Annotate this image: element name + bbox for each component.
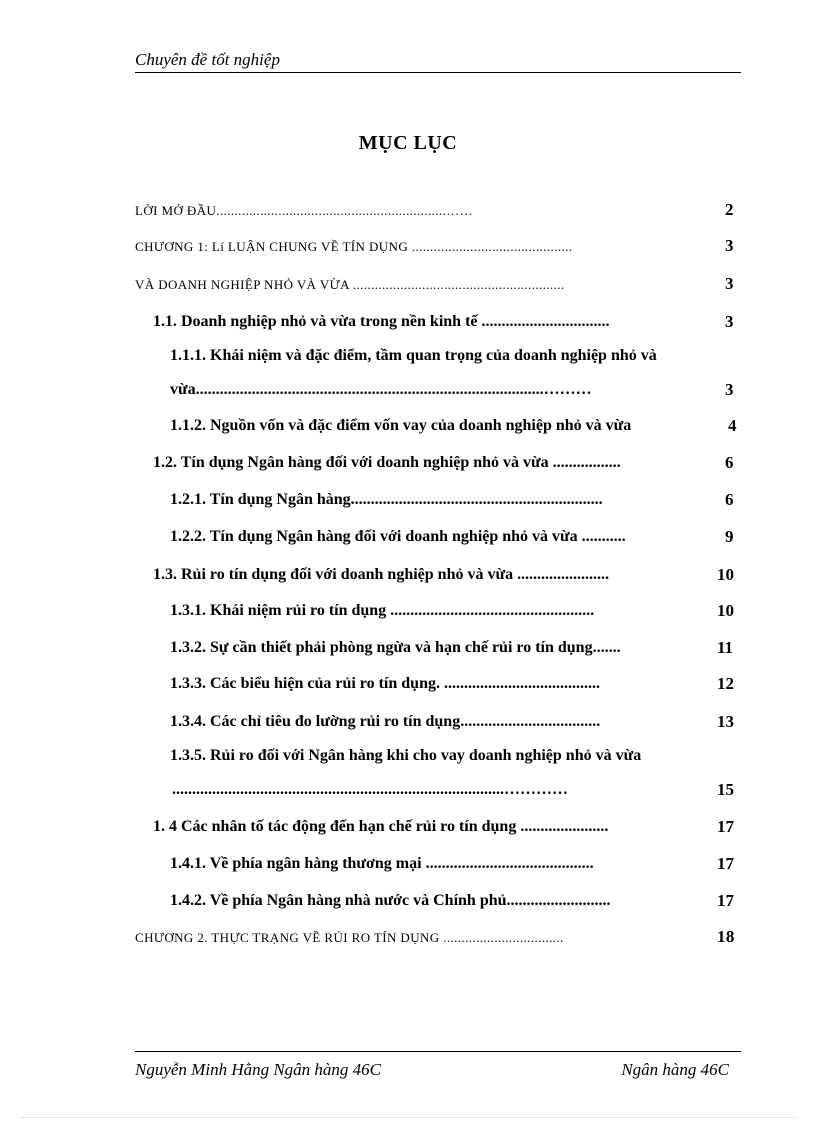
header-text: Chuyên đề tốt nghiệp bbox=[135, 50, 280, 69]
toc-entry-text: VÀ DOANH NGHIỆP NHỎ VÀ VỪA .......................................................... bbox=[135, 277, 565, 292]
toc-entry-text: 1.3.1. Khái niệm rủi ro tín dụng ................................................... bbox=[170, 602, 595, 619]
footer-department: Ngân hàng 46C bbox=[621, 1060, 729, 1079]
toc-entry-1-2[interactable] bbox=[153, 453, 734, 473]
toc-page-number: 4 bbox=[728, 416, 737, 435]
toc-page-number: 9 bbox=[725, 527, 734, 546]
toc-page-number: 17 bbox=[717, 854, 734, 873]
toc-entry-1-4-2[interactable] bbox=[170, 891, 734, 911]
page-footer bbox=[135, 1051, 741, 1079]
toc-entry-1-3[interactable] bbox=[153, 565, 734, 585]
toc-page-number: 6 bbox=[725, 453, 734, 472]
toc-entry-text: 1. 4 Các nhân tố tác động đến hạn chế rủi ro tín dụng ...................... bbox=[153, 818, 609, 835]
toc-entry-text: 1.1.1. Khái niệm và đặc điểm, tầm quan trọng của doanh nghiệp nhỏ và bbox=[170, 347, 657, 364]
toc-page-number: 11 bbox=[717, 638, 734, 657]
toc-entry-1-3-4[interactable] bbox=[170, 712, 734, 732]
toc-entry-1-2-2[interactable] bbox=[170, 527, 734, 547]
toc-entry-text: 1.4.2. Về phía Ngân hàng nhà nước và Chính phủ.......................... bbox=[170, 892, 611, 909]
toc-entry-text: 1.2.2. Tín dụng Ngân hàng đối với doanh nghiệp nhỏ và vừa ........... bbox=[170, 528, 626, 545]
toc-entry-text: 1.1.2. Nguồn vốn và đặc điểm vốn vay của doanh nghiệp nhỏ và vừa bbox=[170, 417, 632, 434]
toc-entry-text: vừa.......................................................................................……… bbox=[170, 381, 592, 398]
toc-entry-1-3-1[interactable] bbox=[170, 601, 734, 621]
toc-entry-text: 1.2. Tín dụng Ngân hàng đối với doanh nghiệp nhỏ và vừa ................. bbox=[153, 454, 621, 471]
toc-entry-chuong-2[interactable] bbox=[135, 927, 735, 948]
toc-page-number: 17 bbox=[717, 891, 734, 910]
toc-entry-text: CHƯƠNG 1: Lí LUẬN CHUNG VỀ TÍN DỤNG ............................................ bbox=[135, 239, 573, 254]
toc-entry-1-3-5[interactable] bbox=[170, 746, 641, 766]
toc-entry-1-4-1[interactable] bbox=[170, 854, 734, 874]
toc-entry-text: 1.3.3. Các biểu hiện của rủi ro tín dụng. ....................................... bbox=[170, 675, 600, 692]
toc-page-number: 3 bbox=[725, 312, 734, 331]
toc-entry-text: 1.1. Doanh nghiệp nhỏ và vừa trong nền kinh tế ................................ bbox=[153, 313, 610, 330]
toc-entry-1-1-2[interactable] bbox=[170, 416, 737, 436]
toc-entry-1-1-1-cont[interactable] bbox=[170, 380, 734, 400]
toc-page-number: 6 bbox=[725, 490, 734, 509]
toc-page-number: 2 bbox=[725, 200, 734, 219]
toc-page-number: 15 bbox=[717, 780, 734, 799]
toc-entry-1-1[interactable] bbox=[153, 312, 734, 332]
footer-author: Nguyễn Minh Hằng Ngân hàng 46C bbox=[135, 1060, 382, 1079]
toc-entry-1-3-2[interactable] bbox=[170, 638, 734, 658]
toc-entry-text: CHƯƠNG 2. THỰC TRẠNG VỀ RỦI RO TÍN DỤNG ................................. bbox=[135, 930, 564, 945]
toc-entry-chuong-1-cont[interactable] bbox=[135, 274, 734, 295]
toc-entry-text: ...................................................................................………… bbox=[172, 781, 568, 798]
toc-entry-text: 1.2.1. Tín dụng Ngân hàng............................................................... bbox=[170, 491, 603, 508]
toc-entry-text: 1.3.4. Các chỉ tiêu đo lường rủi ro tín dụng................................... bbox=[170, 713, 601, 730]
toc-entry-1-1-1[interactable] bbox=[170, 346, 657, 366]
page-title: MỤC LỤC bbox=[358, 132, 458, 154]
toc-page-number: 10 bbox=[717, 565, 734, 584]
toc-page-number: 12 bbox=[717, 674, 734, 693]
toc-page-number: 3 bbox=[725, 380, 734, 399]
toc-entry-1-2-1[interactable] bbox=[170, 490, 734, 510]
toc-entry-text: LỜI MỞ ĐẦU...............................................................…… bbox=[135, 203, 474, 218]
toc-entry-1-3-3[interactable] bbox=[170, 674, 734, 694]
toc-entry-chuong-1[interactable] bbox=[135, 236, 734, 257]
toc-entry-1-4[interactable] bbox=[153, 817, 734, 837]
toc-entry-loi-mo-dau[interactable] bbox=[135, 200, 734, 221]
toc-page-number: 10 bbox=[717, 601, 734, 620]
toc-page-number: 17 bbox=[717, 817, 734, 836]
toc-entry-text: 1.3.5. Rủi ro đối với Ngân hàng khi cho vay doanh nghiệp nhỏ và vừa bbox=[170, 747, 642, 764]
toc-page-number: 3 bbox=[725, 274, 734, 293]
toc-entry-text: 1.4.1. Về phía ngân hàng thương mại .......................................... bbox=[170, 855, 594, 872]
toc-page-number: 18 bbox=[717, 927, 735, 946]
page-bottom-border bbox=[20, 1117, 796, 1118]
toc-entry-text: 1.3. Rủi ro tín dụng đối với doanh nghiệp nhỏ và vừa ....................... bbox=[153, 566, 610, 583]
toc-page-number: 3 bbox=[725, 236, 734, 255]
toc-entry-1-3-5-cont[interactable] bbox=[172, 780, 734, 800]
toc-page-number: 13 bbox=[717, 712, 734, 731]
toc-entry-text: 1.3.2. Sự cần thiết phải phòng ngừa và hạn chế rủi ro tín dụng....... bbox=[170, 639, 621, 656]
